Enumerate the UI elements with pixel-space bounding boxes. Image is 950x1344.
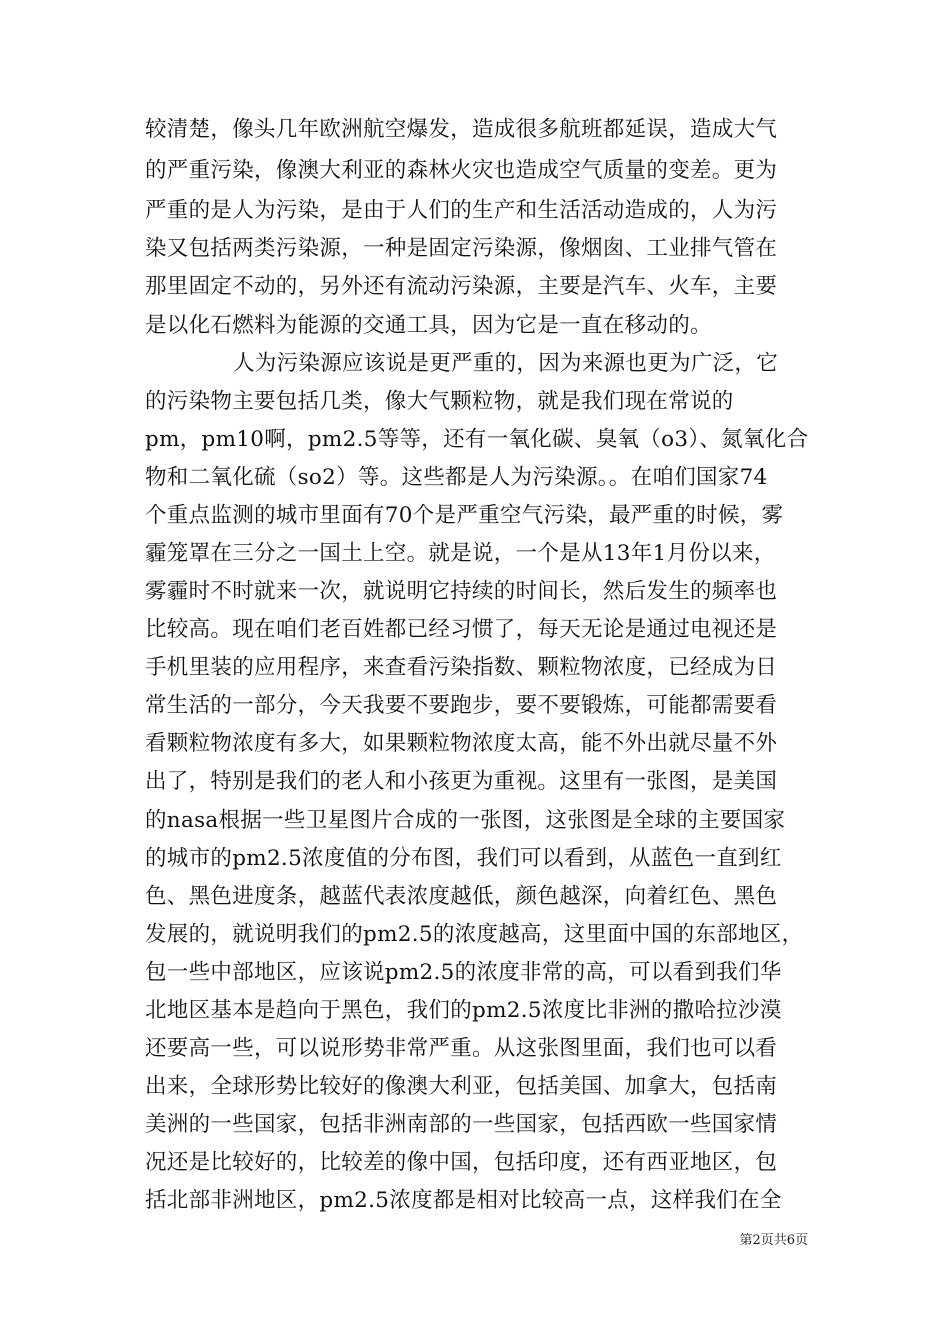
text-line: 括北部非洲地区，pm2.5浓度都是相对比较高一点，这样我们在全 [145,1188,782,1213]
text-line: 还要高一些，可以说形势非常严重。从这张图里面，我们也可以看 [145,1036,778,1061]
text-line: 包一些中部地区，应该说pm2.5的浓度非常的高，可以看到我们华 [145,960,782,985]
paragraph-first-line: 人为污染源应该说是更严重的，因为来源也更为广泛，它 [233,351,779,376]
text-line: 染又包括两类污染源，一种是固定污染源，像烟囱、工业排气管在 [145,236,778,261]
text-line: 雾霾时不时就来一次，就说明它持续的时间长，然后发生的频率也 [145,579,778,604]
text-line: 个重点监测的城市里面有70个是严重空气污染，最严重的时候，雾 [145,503,784,528]
text-line: 较清楚，像头几年欧洲航空爆发，造成很多航班都延误，造成大气 [145,117,778,142]
text-line: 况还是比较好的，比较差的像中国，包括印度，还有西亚地区，包 [145,1150,778,1175]
text-line: 看颗粒物浓度有多大，如果颗粒物浓度太高，能不外出就尽量不外 [145,731,778,756]
text-line: 物和二氧化硫（so2）等。这些都是人为污染源。。在咱们国家74 [145,465,768,490]
text-line: 出来，全球形势比较好的像澳大利亚，包括美国、加拿大，包括南 [145,1074,778,1099]
text-line: 常生活的一部分，今天我要不要跑步，要不要锻炼，可能都需要看 [145,693,778,718]
text-line: 美洲的一些国家，包括非洲南部的一些国家，包括西欧一些国家情 [145,1112,778,1137]
text-line: 北地区基本是趋向于黑色，我们的pm2.5浓度比非洲的撒哈拉沙漠 [145,998,782,1023]
text-line: 色、黑色进度条，越蓝代表浓度越低，颜色越深，向着红色、黑色 [145,884,778,909]
text-line: 是以化石燃料为能源的交通工具，因为它是一直在移动的。 [145,313,712,338]
text-line: 发展的，就说明我们的pm2.5的浓度越高，这里面中国的东部地区， [145,922,804,947]
page-number-footer: 第2页共6页 [739,1233,808,1248]
text-line: 的污染物主要包括几类，像大气颗粒物，就是我们现在常说的 [145,389,734,414]
text-line: 出了，特别是我们的老人和小孩更为重视。这里有一张图，是美国 [145,769,778,794]
text-line: 严重的是人为污染，是由于人们的生产和生活活动造成的，人为污 [145,198,778,223]
text-line: 的nasa根据一些卫星图片合成的一张图，这张图是全球的主要国家 [145,808,786,833]
text-line: 的严重污染，像澳大利亚的森林火灾也造成空气质量的变差。更为 [145,158,778,183]
text-line: 比较高。现在咱们老百姓都已经习惯了，每天无论是通过电视还是 [145,617,778,642]
text-line: 霾笼罩在三分之一国土上空。就是说，一个是从13年1月份以来， [145,541,776,566]
text-line: 的城市的pm2.5浓度值的分布图，我们可以看到，从蓝色一直到红 [145,846,782,871]
text-line: 手机里装的应用程序，来查看污染指数、颗粒物浓度，已经成为日 [145,655,778,680]
text-line: pm，pm10啊，pm2.5等等，还有一氧化碳、臭氧（o3）、氮氧化合 [145,427,809,452]
text-line: 那里固定不动的，另外还有流动污染源，主要是汽车、火车，主要 [145,274,778,299]
